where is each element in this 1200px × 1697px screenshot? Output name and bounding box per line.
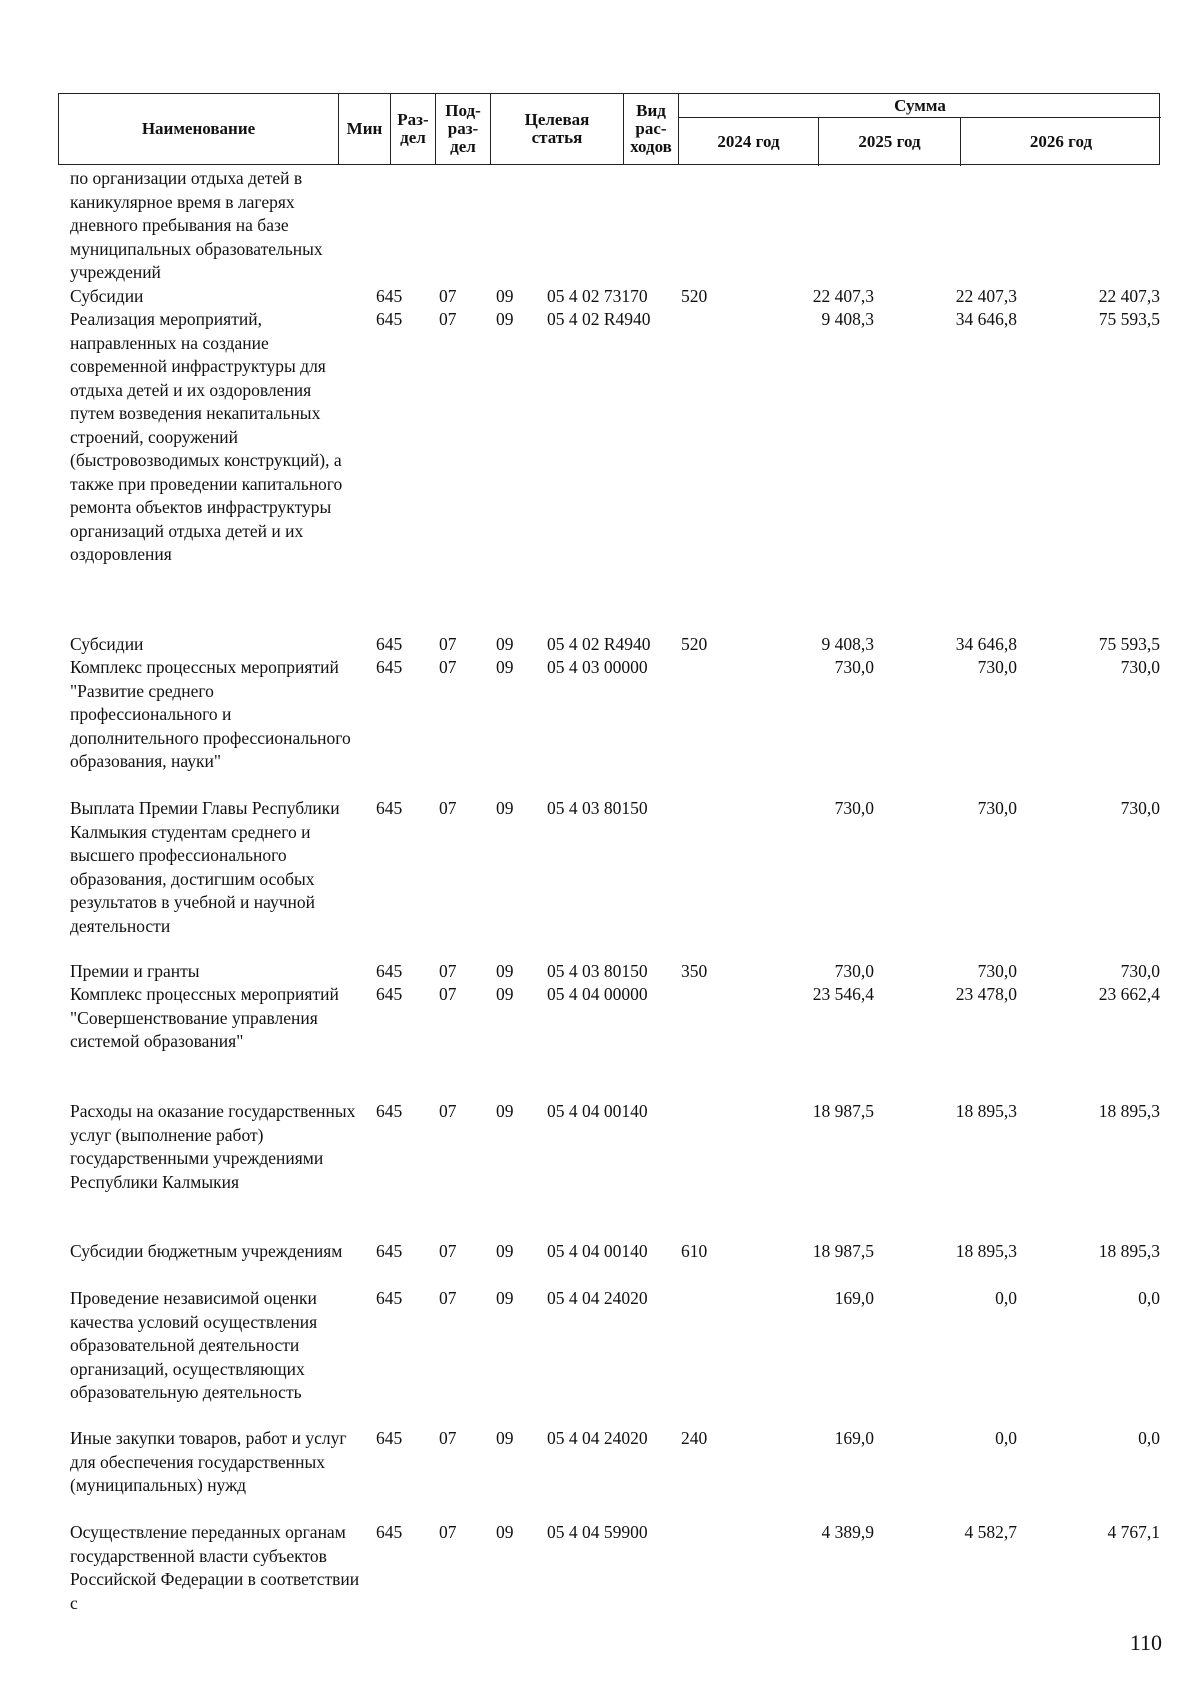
row-celevaya: 05 4 04 59900 [547, 1522, 648, 1542]
row-2024: 169,0 [834, 1428, 874, 1448]
row-2025: 0,0 [995, 1288, 1017, 1308]
row-podrazdel: 09 [496, 1288, 514, 1308]
row-min: 645 [376, 1428, 403, 1448]
row-razdel: 07 [439, 309, 457, 329]
row-2025: 22 407,3 [955, 286, 1017, 306]
row-2026: 75 593,5 [1098, 309, 1160, 329]
row-podrazdel: 09 [496, 961, 514, 981]
row-celevaya: 05 4 04 00140 [547, 1241, 648, 1261]
row-2024: 22 407,3 [812, 286, 874, 306]
page-number: 110 [1129, 1630, 1162, 1655]
header-razdel: Раз- дел [391, 94, 436, 164]
row-min: 645 [376, 961, 403, 981]
row-celevaya: 05 4 02 R4940 [547, 309, 651, 329]
row-podrazdel: 09 [496, 634, 514, 654]
row-razdel: 07 [439, 634, 457, 654]
row-vid: 240 [681, 1428, 708, 1448]
header-celevaya: Целевая статья [491, 94, 624, 164]
row-2026: 730,0 [1120, 798, 1160, 818]
row-2025: 730,0 [977, 657, 1017, 677]
row-razdel: 07 [439, 984, 457, 1004]
header-2025: 2025 год [819, 118, 961, 166]
row-min: 645 [376, 634, 403, 654]
row-razdel: 07 [439, 961, 457, 981]
row-2025: 730,0 [977, 961, 1017, 981]
row-2026: 4 767,1 [1107, 1522, 1160, 1542]
row-2025: 18 895,3 [955, 1101, 1017, 1121]
header-2026: 2026 год [1029, 132, 1093, 151]
row-2026: 730,0 [1120, 961, 1160, 981]
row-name: Комплекс процессных мероприятий "Развитие среднего профессионального и дополнительного профессионального образования, науки" [70, 657, 351, 771]
row-name: Выплата Премии Главы Республики Калмыкия студентам среднего и высшего профессионального образования, достигшим особых результатов в учебной и научной деятельности [70, 798, 340, 936]
row-razdel: 07 [439, 798, 457, 818]
row-razdel: 07 [439, 1101, 457, 1121]
row-2026: 730,0 [1120, 657, 1160, 677]
row-razdel: 07 [439, 1522, 457, 1542]
row-2024: 9 408,3 [821, 309, 874, 329]
row-min: 645 [376, 1101, 403, 1121]
row-2024: 9 408,3 [821, 634, 874, 654]
row-2024: 730,0 [834, 657, 874, 677]
row-2025: 730,0 [977, 798, 1017, 818]
header-name: Наименование [59, 94, 339, 164]
row-podrazdel: 09 [496, 309, 514, 329]
row-celevaya: 05 4 03 80150 [547, 798, 648, 818]
row-name: Реализация мероприятий, направленных на создание современной инфраструктуры для отдыха детей и их оздоровления путем возведения некапитальных строений, сооружений (быстровозводимых конструкций), а также при проведении капитального ремонта объектов инфраструктуры организаций отдыха детей и их оздоровления [70, 309, 343, 564]
row-2026: 23 662,4 [1098, 984, 1160, 1004]
row-2025: 23 478,0 [955, 984, 1017, 1004]
row-2026: 75 593,5 [1098, 634, 1160, 654]
row-min: 645 [376, 1241, 403, 1261]
row-podrazdel: 09 [496, 1428, 514, 1448]
row-2025: 34 646,8 [955, 634, 1017, 654]
row-name: Иные закупки товаров, работ и услуг для обеспечения государственных (муниципальных) нужд [70, 1428, 347, 1495]
row-name: Расходы на оказание государственных услуг (выполнение работ) государственными учреждениями Республики Калмыкия [70, 1101, 356, 1192]
row-vid: 520 [681, 634, 708, 654]
row-min: 645 [376, 1288, 403, 1308]
row-name: Субсидии [70, 634, 144, 654]
row-name: Премии и гранты [70, 961, 200, 981]
header-2024: 2024 год [679, 118, 819, 166]
row-2026: 18 895,3 [1098, 1101, 1160, 1121]
row-2025: 4 582,7 [964, 1522, 1017, 1542]
row-min: 645 [376, 1522, 403, 1542]
row-name: Осуществление переданных органам государственной власти субъектов Российской Федерации в соответствии с [70, 1522, 360, 1613]
row-celevaya: 05 4 03 80150 [547, 961, 648, 981]
row-celevaya: 05 4 02 R4940 [547, 634, 651, 654]
header-vid: Вид рас- ходов [624, 94, 679, 164]
row-min: 645 [376, 984, 403, 1004]
row-podrazdel: 09 [496, 984, 514, 1004]
header-summa: Сумма [679, 94, 1161, 118]
row-name: по организации отдыха детей в каникулярное время в лагерях дневного пребывания на базе муниципальных образовательных учреждений [70, 168, 323, 282]
row-razdel: 07 [439, 1241, 457, 1261]
row-2026: 18 895,3 [1098, 1241, 1160, 1261]
header-podrazdel: Под- раз- дел [436, 94, 491, 164]
row-podrazdel: 09 [496, 1522, 514, 1542]
row-podrazdel: 09 [496, 1241, 514, 1261]
row-2026: 22 407,3 [1098, 286, 1160, 306]
header-min: Мин [339, 94, 391, 164]
row-razdel: 07 [439, 1288, 457, 1308]
row-name: Проведение независимой оценки качества условий осуществления образовательной деятельности организаций, осуществляющих образовательную деятельность [70, 1288, 318, 1402]
row-celevaya: 05 4 04 00000 [547, 984, 648, 1004]
row-2026: 0,0 [1138, 1428, 1160, 1448]
row-2024: 4 389,9 [821, 1522, 874, 1542]
row-celevaya: 05 4 04 24020 [547, 1288, 648, 1308]
row-2024: 18 987,5 [812, 1101, 874, 1121]
row-podrazdel: 09 [496, 657, 514, 677]
row-2024: 169,0 [834, 1288, 874, 1308]
row-celevaya: 05 4 04 24020 [547, 1428, 648, 1448]
row-vid: 610 [681, 1241, 708, 1261]
row-vid: 350 [681, 961, 708, 981]
row-2025: 0,0 [995, 1428, 1017, 1448]
row-2024: 23 546,4 [812, 984, 874, 1004]
row-name: Субсидии [70, 286, 144, 306]
row-razdel: 07 [439, 1428, 457, 1448]
row-podrazdel: 09 [496, 1101, 514, 1121]
row-vid: 520 [681, 286, 708, 306]
row-name: Комплекс процессных мероприятий "Совершенствование управления системой образования" [70, 984, 339, 1051]
row-2025: 34 646,8 [955, 309, 1017, 329]
row-celevaya: 05 4 02 73170 [547, 286, 648, 306]
row-2025: 18 895,3 [955, 1241, 1017, 1261]
row-min: 645 [376, 286, 403, 306]
row-2024: 730,0 [834, 798, 874, 818]
row-razdel: 07 [439, 657, 457, 677]
row-min: 645 [376, 309, 403, 329]
row-2024: 18 987,5 [812, 1241, 874, 1261]
row-podrazdel: 09 [496, 286, 514, 306]
row-2026: 0,0 [1138, 1288, 1160, 1308]
row-celevaya: 05 4 04 00140 [547, 1101, 648, 1121]
row-podrazdel: 09 [496, 798, 514, 818]
row-name: Субсидии бюджетным учреждениям [70, 1241, 343, 1261]
row-2024: 730,0 [834, 961, 874, 981]
row-min: 645 [376, 798, 403, 818]
row-min: 645 [376, 657, 403, 677]
row-celevaya: 05 4 03 00000 [547, 657, 648, 677]
row-razdel: 07 [439, 286, 457, 306]
